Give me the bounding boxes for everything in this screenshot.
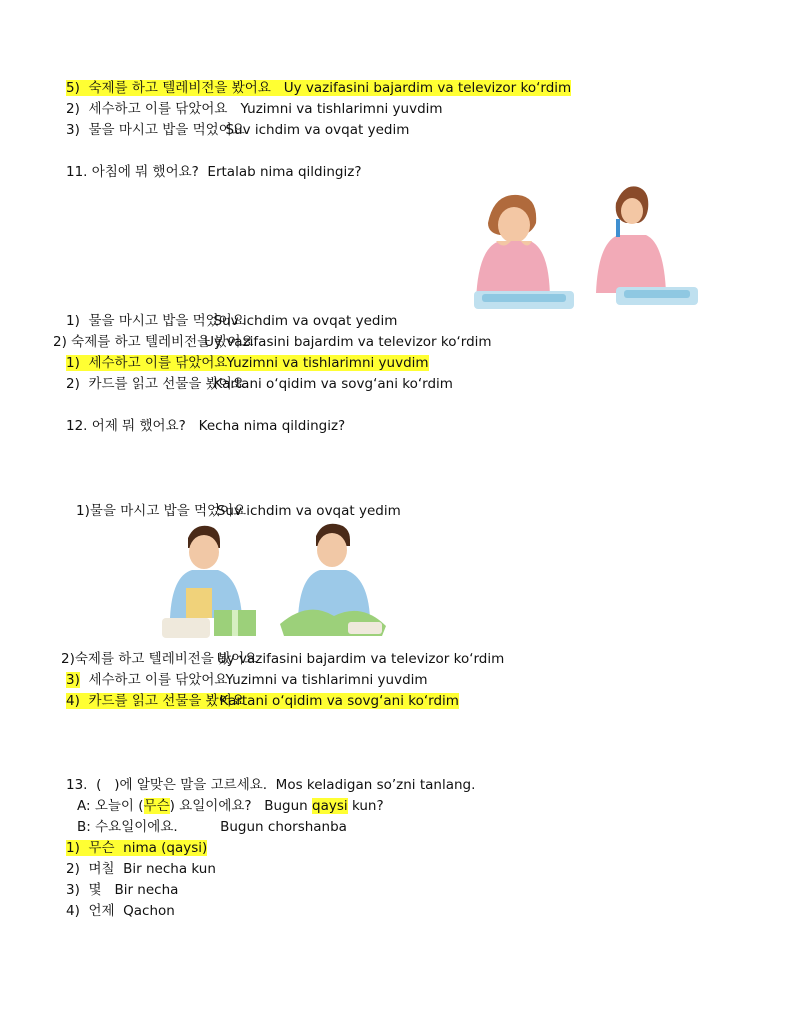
option-line: [66, 839, 207, 858]
girl-washing-face: [474, 195, 574, 309]
highlighted-number: 3): [66, 672, 80, 688]
option-line: 2) 며칠 Bir necha kun: [66, 861, 216, 877]
option-line: 1)물을 마시고 밥을 먹었어요Suv ichdim va ovqat yedim: [76, 503, 401, 519]
option-line: [66, 79, 571, 98]
dialog-line-b: B: 수요일이에요. Bugun chorshanba: [77, 819, 347, 835]
option-line: 3) 몇 Bir necha: [66, 882, 179, 898]
option-line: 3) 세수하고 이를 닦았어요Yuzimni va tishlarimni yuvdim: [66, 672, 428, 688]
option-line: 2) 세수하고 이를 닦았어요 Yuzimni va tishlarimni yuvdim: [66, 101, 443, 117]
dialog-line-a: A: 오늘이 (무슨) 요일이에요? Bugun qaysi kun?: [77, 798, 384, 814]
highlighted-answer: 5) 숙제를 하고 텔레비전을 봤어요 Uy vazifasini bajardim va televizor ko‘rdim: [66, 80, 572, 96]
option-line: 3) 물을 마시고 밥을 먹었어요Suv ichdim va ovqat yedim: [66, 122, 410, 138]
boy-opening-gift: [280, 524, 386, 636]
illustration-washing-face: [466, 183, 706, 311]
option-line: 1) 물을 마시고 밥을 먹었어요Suv ichdim va ovqat yedim: [66, 313, 398, 329]
girl-brushing-teeth: [596, 186, 698, 305]
highlighted-word: 무슨: [143, 798, 170, 814]
option-line: [66, 354, 429, 373]
question-13: 13. ( )에 알맞은 말을 고르세요. Mos keladigan so’zni tanlang.: [66, 777, 476, 793]
illustration-boy-gift: [158, 522, 394, 644]
highlighted-answer: 4) 카드를 읽고 선물을 봤어요Kartani o‘qidim va sovg‘ani ko‘rdim: [66, 693, 459, 709]
highlighted-answer: 1) 무슨 nima (qaysi): [66, 840, 208, 856]
highlighted-answer: 1) 세수하고 이를 닦았어요Yuzimni va tishlarimni yuvdim: [66, 355, 429, 371]
highlighted-word: qaysi: [312, 798, 348, 814]
boy-reading-card: [162, 526, 256, 638]
option-line: 2) 숙제를 하고 텔레비전을 봤어요Uy vazifasini bajardim va televizor ko‘rdim: [53, 334, 492, 350]
option-line: 2) 카드를 읽고 선물을 봤어요Kartani o‘qidim va sovg‘ani ko‘rdim: [66, 376, 453, 392]
question-11: 11. 아침에 뭐 했어요? Ertalab nima qildingiz?: [66, 164, 362, 180]
option-line: 4) 언제 Qachon: [66, 903, 175, 919]
option-line: 2)숙제를 하고 텔레비전을 봤어요Uy vazifasini bajardim va televizor ko‘rdim: [61, 651, 505, 667]
question-12: 12. 어제 뭐 했어요? Kecha nima qildingiz?: [66, 418, 346, 434]
option-line: [66, 692, 459, 711]
